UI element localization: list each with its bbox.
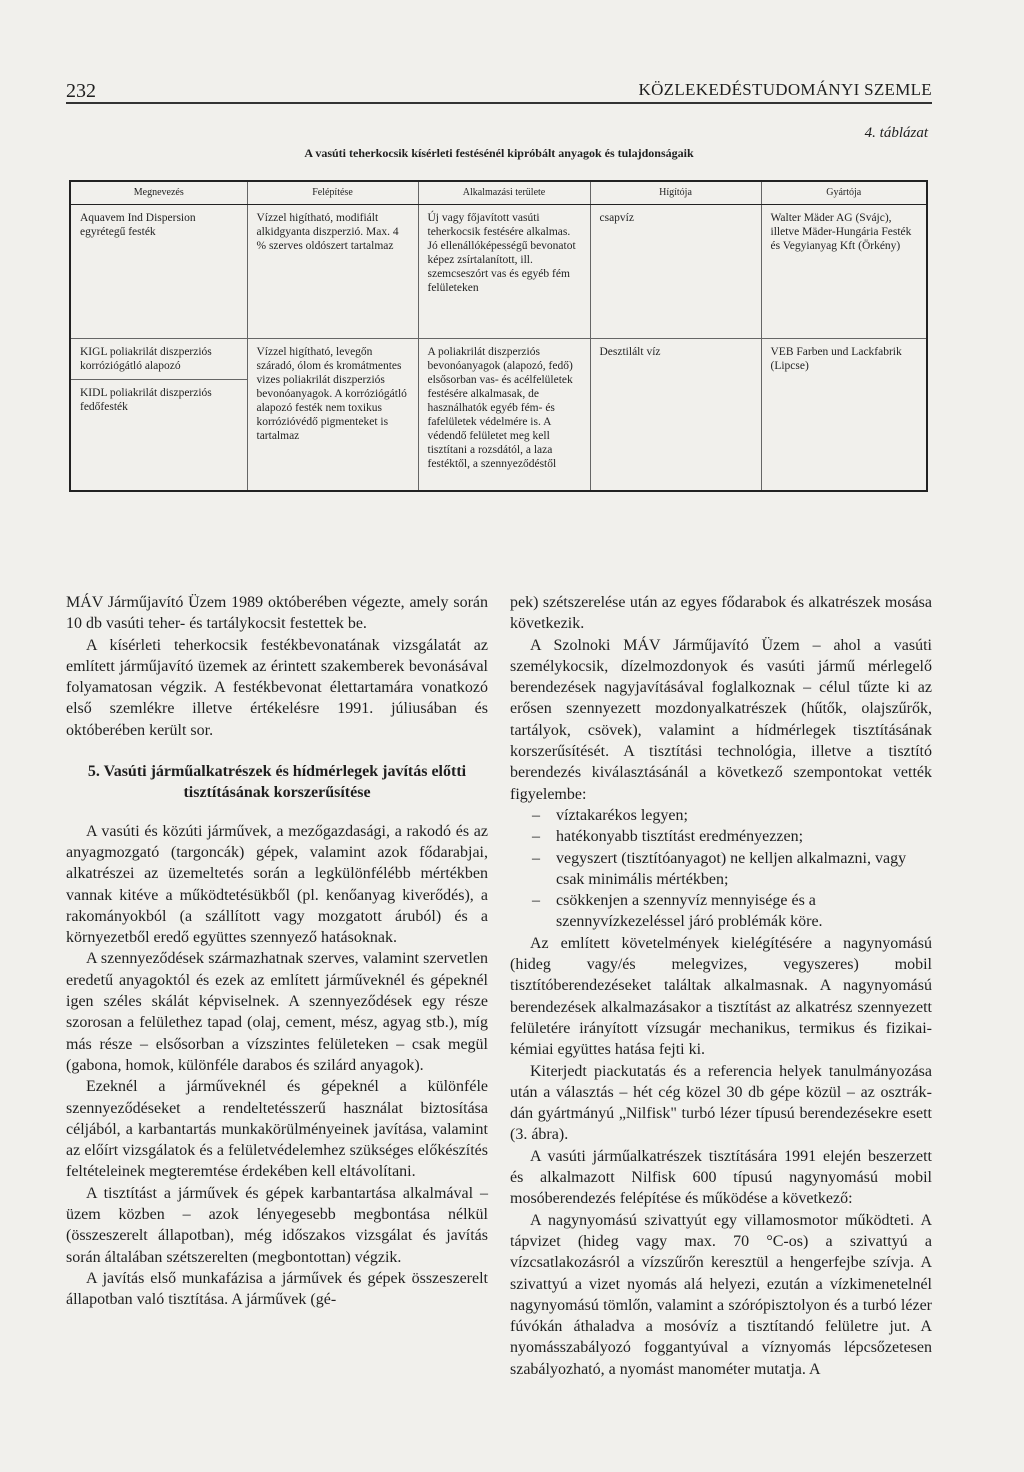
journal-title: KÖZLEKEDÉSTUDOMÁNYI SZEMLE [638,80,932,99]
list-item-text: víztakarékos legyen; [556,806,688,824]
body-paragraph: A nagynyomású szivattyút egy villamosmotor működteti. A tápvizet (hideg vagy max. 70 °C-os) a szivattyú a vízcsatlakozásról a vízszűrőn keresztül a hengerfejbe szívja. A szivattyú a vizet nyomás alá helyezi, ezután a vízkimenetelnél nagynyomású tömlőn, valamint a szórópisztolyon és a turbó lézer fúvókán áthaladva a mosóvíz a tisztítandó felületre jut. A nyomásszabályozó foggantyúval a víznyomás lépcsőzetesen szabályozható, a nyomást manométer mutatja. A [510,1211,932,1378]
dash-marker: – [532,806,540,824]
page-number: 232 [66,80,96,102]
cell-composition: Vízzel higítható, levegőn száradó, ólom és kromátmentes vizes poliakrilát diszperziós bevonóanyagok. A korróziógátló alapozó festék nem toxikus korrózióvédő pigmenteket is tartalmaz [247,339,418,492]
body-paragraph: Ezeknél a járműveknél és gépeknél a különféle szennyeződéseket a rendeltetésszerű használat biztosítása céljából, a karbantartás munkakörülményeinek javítása, valamint az előírt vizsgálatok és a felületvédelemhez szükséges előkészítés feltételeinek megteremtése érdekében kell eltávolítani. [66,1078,488,1181]
left-column [66,592,488,1311]
body-paragraph: pek) szétszerelése után az egyes fődarabok és alkatrészek mosása következik. [510,594,932,633]
table-row [70,205,927,339]
header-rule [66,102,932,104]
col-header-application: Alkalmazási területe [418,181,590,205]
cell-name-primer: KIGL poliakrilát diszperziós korróziógátló alapozó [80,346,212,372]
dash-marker: – [532,849,540,867]
body-paragraph: Kiterjedt piackutatás és a referencia helyek tanulmányozása után a választás – hét cég közel 30 db gépe közül – az osztrák-dán gyártmányú „Nilfisk" turbó lézer típusú berendezésekre esett (3. ábra). [510,1062,932,1144]
col-header-name: Megnevezés [70,181,247,205]
cell-thinner: csapvíz [590,205,761,339]
cell-composition: Vízzel higítható, modifiált alkidgyanta diszperzió. Max. 4 % szerves oldószert tartalmaz [247,205,418,339]
dash-marker: – [532,892,540,910]
table-number: 4. táblázat [864,125,928,141]
col-header-composition: Felépítése [247,181,418,205]
cell-name: Aquavem Ind Dispersion egyrétegű festék [70,205,247,339]
body-paragraph: A tisztítást a járművek és gépek karbantartása alkalmával – üzem közben – azok lényegesebb megbontása nélkül (összeszerelt állapotban), még időszakos vizsgálat és javítás során általában szétszerelten (megbontottan) végzik. [66,1184,488,1266]
section-heading: 5. Vasúti járműalkatrészek és hídmérlegek javítás előtti tisztításának korszerűsítése [87,763,467,802]
list-item-text: hatékonyabb tisztítást eredményezzen; [556,828,804,846]
list-item-text: vegyszert (tisztítóanyagot) ne kelljen alkalmazni, vagy csak minimális mértékben; [556,849,907,888]
cell-thinner: Desztilált víz [590,339,761,492]
list-item-text: csökkenjen a szennyvíz mennyisége és a szennyvízkezeléssel járó problémák köre. [556,892,823,931]
list-item [510,890,932,933]
body-paragraph: Az említett követelmények kielégítésére a nagynyomású (hideg vagy/és melegvizes, vegyszeres) mobil tisztítóberendezéseket találtak alkalmasnak. A nagynyomású berendezések alkalmazásakor a tisztítást az alkatrész szennyezett felületére irányított vízsugár mechanikus, termikus és fizikai-kémiai együttes hatása fejti ki. [510,934,932,1059]
body-paragraph: A Szolnoki MÁV Járműjavító Üzem – ahol a vasúti személykocsik, dízelmozdonyok és vasúti jármű mérlegelő berendezések nagyjavításával foglalkoznak – célul tűzte ki az erősen szennyezett mozdonyalkatrészek (hűtők, olajszűrők, tartályok, csövek), valamint a hídmérlegek tisztításának korszerűsítését. A tisztítási technológia, illetve a tisztító berendezés kiválasztásánál a következő szempontokat vették figyelembe: [510,636,932,803]
right-column [510,592,932,1380]
col-header-manufacturer: Gyártója [761,181,927,205]
body-paragraph: MÁV Járműjavító Üzem 1989 októberében végezte, amely során 10 db vasúti teher- és tartálykocsit festettek be. [66,594,488,633]
cell-application: Új vagy főjavított vasúti teherkocsik festésére alkalmas. Jó ellenállóképességű bevonatot képez zsírtalanított, ill. szemcseszórt vas és egyéb fém felületeken [418,205,590,339]
cell-name-topcoat: KIDL poliakrilát diszperziós fedőfesték [71,379,247,414]
table-row [70,339,927,492]
dash-marker: – [532,828,540,846]
body-paragraph: A vasúti járműalkatrészek tisztítására 1991 elején beszerzett és alkalmazott Nilfisk 600 típusú nagynyomású mobil mosóberendezés felépítése és működése a következő: [510,1147,932,1208]
list-item [510,805,932,826]
list-item [510,826,932,847]
col-header-thinner: Hígítója [590,181,761,205]
body-paragraph: A kísérleti teherkocsik festékbevonatának vizsgálatát az említett járműjavító üzemek az érintett szakemberek bevonásával folyamatosan végzik. A festékbevonat élettartamára vonatkozó első szemlékre illetve értékelésre 1991. júliusában és októberében került sor. [66,636,488,739]
cell-name-group [70,339,247,492]
cell-application: A poliakrilát diszperziós bevonóanyagok (alapozó, fedő) elsősorban vas- és acélfelületek festésére alkalmasak, de használhatók egyéb fém- és fafelületek védelmére is. A védendő felületet meg kell tisztítani a rozsdától, a laza festéktől, a szennyeződéstől [418,339,590,492]
materials-table [69,180,928,492]
table-caption: A vasúti teherkocsik kísérleti festésénél kipróbált anyagok és tulajdonságaik [304,146,694,160]
body-paragraph: A javítás első munkafázisa a járművek és gépek összeszerelt állapotban való tisztítása. A járművek (gé- [66,1269,488,1309]
body-paragraph: A vasúti és közúti járművek, a mezőgazdasági, a rakodó és az anyagmozgató (targoncák) gépek, valamint azok fődarabjai, alkatrészei az üzemeltetés során a legkülönfélébb mértékben vannak kitéve a működtetésükből (pl. kenőanyag kiverődés), a rakományokból (a szállított vagy mozgatott áruból) és a környezetből eredő együttes szennyező hatásoknak. [66,822,488,947]
list-item [510,848,932,891]
body-paragraph: A szennyeződések származhatnak szerves, valamint szervetlen eredetű anyagoktól és ezek az említett járműveknél és gépeknél igen széles skálát képviselnek. A szennyeződések egy része szorosan a felülethez tapad (olaj, cement, mész, agyag stb.), míg más része – elsősorban a vízszintes felületeken – csak megül (gabona, homok, különféle darabos és szilárd anyagok). [66,950,488,1074]
cell-manufacturer: Walter Mäder AG (Svájc), illetve Mäder-Hungária Festék és Vegyianyag Kft (Örkény) [761,205,927,339]
table-header-row [70,181,927,205]
cell-manufacturer: VEB Farben und Lackfabrik (Lipcse) [761,339,927,492]
